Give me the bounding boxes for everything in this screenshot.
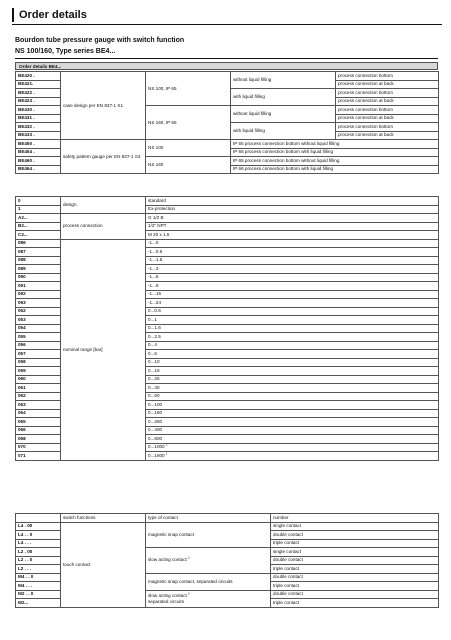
page-header: Order details [12,8,449,22]
option-code: 088 [18,257,26,263]
option-code: 053 [18,316,26,322]
option-code: 055 [18,333,26,339]
switch-code: L4 . . 0 [18,531,33,537]
option-value: 0...400 [148,427,163,433]
option-value: 0...16 [148,367,160,373]
option-code: 066 [18,427,26,433]
size-label: NS 100, IP 65 [148,85,177,91]
footnote-mark: 1 [165,451,168,456]
table-row [16,239,439,248]
option-code: 070 [18,444,26,450]
option-code: 063 [18,401,26,407]
size-label: NS 160, IP 65 [148,119,177,125]
order-code: BE454 . [18,149,35,155]
footnote-mark: 1 [165,443,168,447]
order-code: BE464 . [18,166,35,172]
option-code: C2... [18,231,28,237]
option-value: 0...4 [148,342,157,348]
size-label: NS 160 [148,162,164,167]
contact-number: double contact [273,574,303,580]
safety-label: safety pattern gauge per EN 837-1 S3 [63,153,141,159]
switch-code: M4 . . 0 [18,574,34,580]
option-code: 087 [18,248,26,254]
contact-number: single contact [273,548,302,554]
safety-option: IP 65 process connection bottom without liquid filling [233,140,340,146]
contact-number: triple contact [273,540,300,546]
option-code: 052 [18,308,26,314]
option-value: M 20 x 1.5 [148,231,170,237]
option-value: Ex-protection [148,206,176,212]
option-value: -1...15 [148,291,162,297]
option-value: G 1/2 B [148,214,164,220]
option-code: 086 [18,240,26,246]
option-code: 071 [18,452,26,458]
column-header: type of contact [148,514,178,520]
switch-code: L2 . . . [18,565,32,571]
option-code: A2... [18,214,28,220]
contact-type: magnetic snap contact, separated circuits [148,578,233,584]
option-value: -1...9 [148,282,159,288]
order-code: BE460 . [18,157,35,163]
option-code: 068 [18,435,26,441]
connection-label: process connection at back [338,132,394,138]
order-code: BE450 . [18,140,35,146]
option-value: -1...5 [148,274,159,280]
contact-type-detail: separated circuits [148,598,185,604]
product-title: Bourdon tube pressure gauge with switch function [15,37,185,44]
option-value: -1...1.5 [148,257,163,263]
option-value: 0...1600 [148,452,165,458]
option-value: 0...100 [148,401,163,407]
option-value: 0...250 [148,418,163,424]
connection-label: process connection bottom [338,123,393,129]
product-subtitle: NS 100/160, Type series BE4... [15,48,116,55]
option-code: 1 [18,206,21,212]
design-label: design [63,202,77,207]
option-value: 1/2" NPT [148,223,167,229]
model-table [15,71,439,174]
safety-option: IP 66 process connection bottom with liquid filling [233,166,334,172]
contact-type: slow acting contact [148,557,187,563]
option-value: 0...600 [148,435,163,441]
table-header-row [16,514,439,523]
footnote-mark: 2 [188,590,190,595]
safety-option: IP 65 process connection bottom without liquid filling [233,157,340,163]
option-value: 0...1.6 [148,325,161,331]
contact-number: triple contact [273,565,300,571]
switch-code: M2... [18,599,29,605]
option-value: -1...0.6 [148,248,163,254]
switch-code: L4 . . . [18,540,32,546]
switch-code: L2 . 00 [18,548,33,554]
option-value: 0...10 [148,359,160,365]
option-code: B2... [18,223,28,229]
filling-label: without liquid filling [233,77,272,82]
table-row [16,522,439,531]
options-table [15,196,439,461]
option-value: 0...60 [148,393,160,399]
filling-label: with liquid filling [233,128,265,133]
size-label: NS 100 [148,145,164,150]
order-code: BE422 . [18,89,35,95]
order-code: BE432 . [18,123,35,129]
contact-number: double contact [273,591,303,597]
option-code: 060 [18,376,26,382]
option-code: 059 [18,367,26,373]
connection-label: process connection bottom [338,72,393,78]
table-row [16,214,439,223]
option-value: 0...25 [148,376,160,382]
contact-number: triple contact [273,582,300,588]
table-row [16,140,439,149]
option-value: 0...40 [148,384,160,390]
contact-number: single contact [273,523,302,529]
touch-contact-label: touch contact [63,561,91,567]
option-code: 061 [18,384,26,390]
option-code: 093 [18,299,26,305]
order-code: BE431 . [18,115,35,121]
option-value: 0...6 [148,350,157,356]
contact-type: magnetic snap contact [148,531,194,537]
table-row [16,72,439,81]
option-code: 062 [18,393,26,399]
filling-label: without liquid filling [233,111,272,116]
option-value: standard [148,197,166,203]
column-header: number [273,514,289,520]
option-code: 091 [18,282,26,288]
table-heading: Order details BE4... [15,62,438,70]
option-value: 0...0.6 [148,308,161,314]
connection-label: process connection bottom [338,89,393,95]
filling-label: with liquid filling [233,94,265,99]
order-code: BE421. [18,81,34,87]
switch-code: L2 . . 0 [18,557,33,563]
table-row [16,197,439,206]
option-code: 054 [18,325,26,331]
option-value: -1...0 [148,240,159,246]
option-value: 0...160 [148,410,163,416]
switch-table [15,513,439,608]
option-code: 090 [18,274,26,280]
option-value: 0...1000 [148,444,165,450]
option-value: -1...24 [148,299,162,305]
contact-type: slow acting contact [148,592,187,598]
connection-label: process connection at back [338,115,394,121]
contact-number: double contact [273,531,303,537]
connection-label: process connection at back [338,98,394,104]
contact-number: triple contact [273,599,300,605]
title-rule [15,58,438,59]
order-code: BE430 . [18,106,35,112]
order-code: BE423 . [18,98,35,104]
connection-label: process connection at back [338,81,394,87]
switch-code: M4 . . . [18,582,33,588]
column-header: switch functions [63,514,96,520]
connection-label: process connection bottom [338,106,393,112]
header-rule [12,24,442,25]
option-code: 064 [18,410,26,416]
footnote-mark: 2 [188,555,190,560]
case-design-label: case design per EN 837-1 S1 [63,102,124,108]
range-label: nominal range [bar] [63,346,103,352]
safety-option: IP 66 process connection bottom with liquid filling [233,149,334,155]
switch-code: L4 . 00 [18,523,33,529]
option-code: 057 [18,350,26,356]
option-value: 0...2.5 [148,333,161,339]
option-code: 065 [18,418,26,424]
order-code: BE420 . [18,72,35,78]
option-code: 089 [18,265,26,271]
process-label: process connection [63,223,103,229]
option-code: 056 [18,342,26,348]
order-code: BE433 . [18,132,35,138]
option-value: -1...3 [148,265,159,271]
option-value: 0...1 [148,316,157,322]
option-code: 092 [18,291,26,297]
switch-code: M2 . . 0 [18,591,34,597]
option-code: 058 [18,359,26,365]
option-code: 0 [18,197,21,203]
contact-number: double contact [273,557,303,563]
